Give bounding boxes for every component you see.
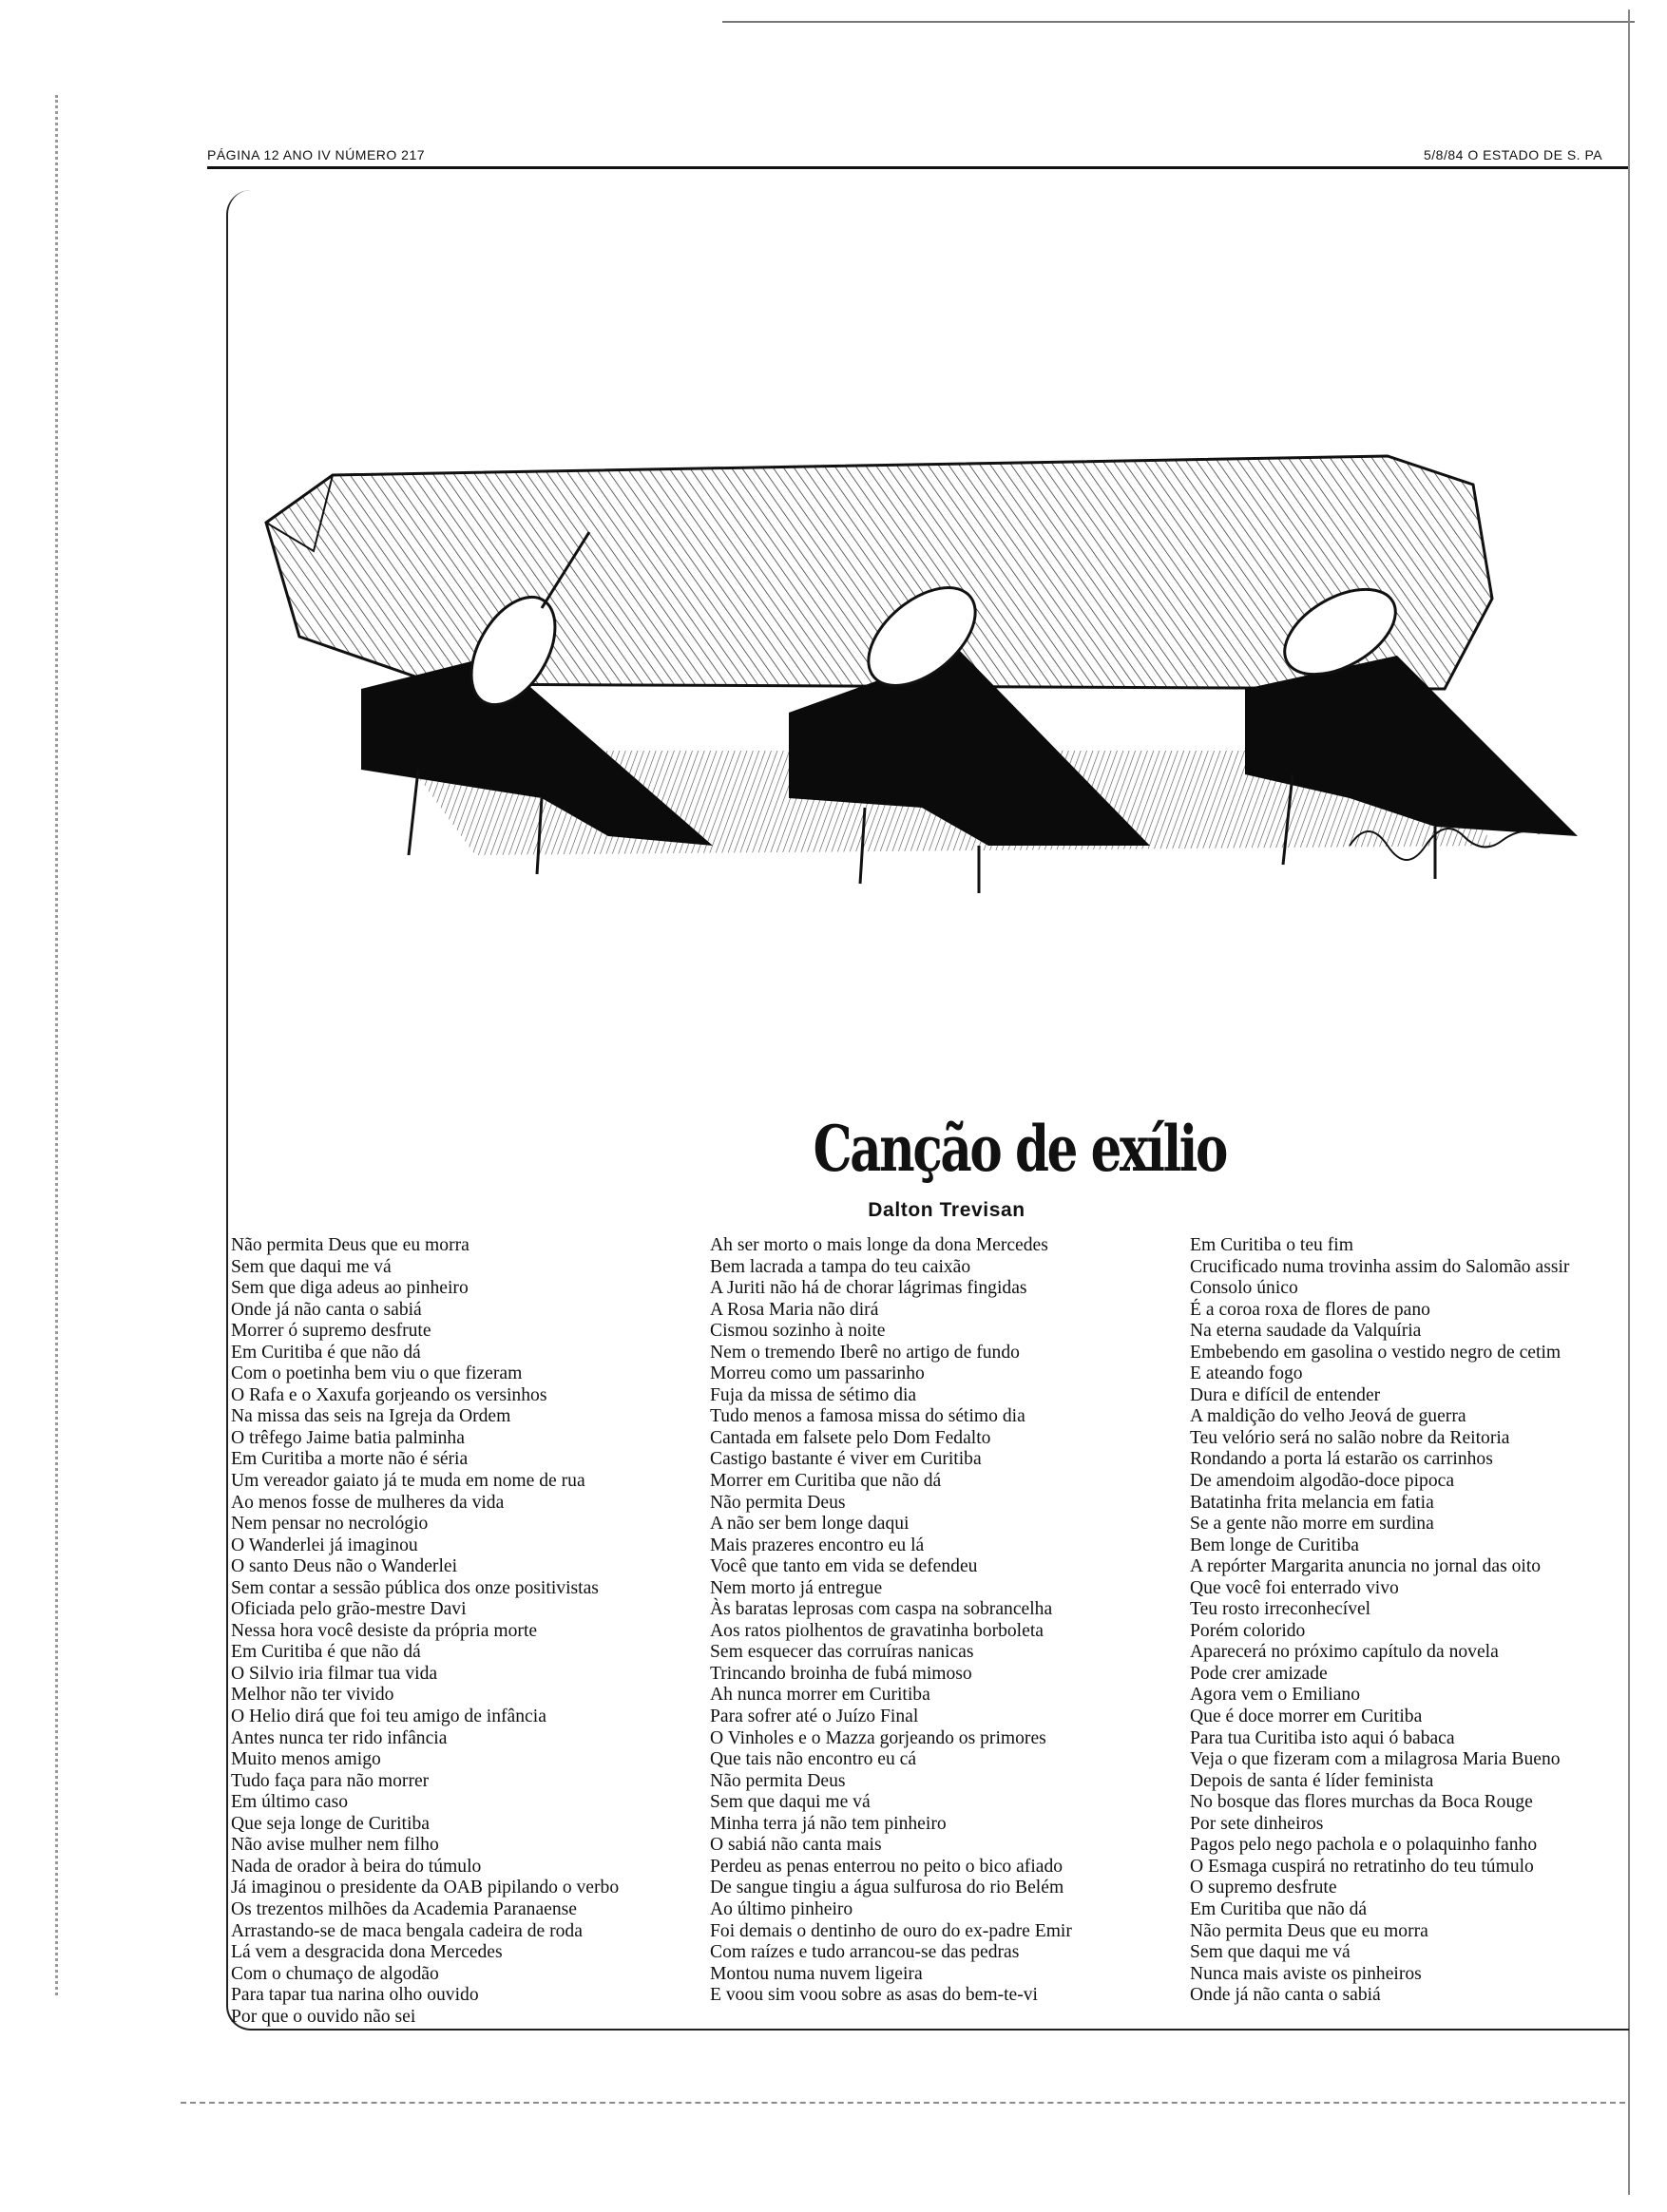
- poem-line: Consolo único: [1190, 1278, 1298, 1299]
- poem-line: Com o poetinha bem viu o que fizeram: [231, 1363, 523, 1384]
- poem-line: Por sete dinheiros: [1190, 1813, 1324, 1834]
- poem-line: Sem que daqui me vá: [231, 1256, 392, 1277]
- poem-line: Ao menos fosse de mulheres da vida: [231, 1492, 505, 1513]
- poem-line: Que tais não encontro eu cá: [710, 1749, 917, 1770]
- poem-line: Castigo bastante é viver em Curitiba: [710, 1449, 982, 1470]
- poem-line: Com o chumaço de algodão: [231, 1963, 439, 1984]
- poem-line: Em Curitiba é que não dá: [231, 1642, 421, 1663]
- poem-line: Nessa hora você desiste da própria morte: [231, 1620, 538, 1641]
- poem-line: Mais prazeres encontro eu lá: [710, 1535, 925, 1555]
- poem-line: Cantada em falsete pelo Dom Fedalto: [710, 1427, 991, 1448]
- poem-line: E ateando fogo: [1190, 1363, 1303, 1384]
- poem-line: O sabiá não canta mais: [710, 1835, 882, 1856]
- poem-line: Que você foi enterrado vivo: [1190, 1577, 1399, 1598]
- poem-line: Arrastando-se de maca bengala cadeira de roda: [231, 1920, 583, 1941]
- scan-edge-bottom: [181, 2102, 1625, 2104]
- poem-line: Crucificado numa trovinha assim do Salomão assir: [1190, 1256, 1570, 1277]
- poem-line: Um vereador gaiato já te muda em nome de rua: [231, 1471, 585, 1492]
- poem-line: Ah ser morto o mais longe da dona Mercedes: [710, 1235, 1048, 1255]
- poem-line: Muito menos amigo: [231, 1749, 381, 1770]
- poem-line: O Silvio iria filmar tua vida: [231, 1663, 438, 1684]
- poem-line: Veja o que fizeram com a milagrosa Maria Bueno: [1190, 1749, 1561, 1770]
- poem-line: Teu velório será no salão nobre da Reitoria: [1190, 1427, 1510, 1448]
- poem-line: Na missa das seis na Igreja da Ordem: [231, 1406, 511, 1427]
- poem-line: Teu rosto irreconhecível: [1190, 1599, 1371, 1620]
- poem-line: Ah nunca morrer em Curitiba: [710, 1685, 930, 1706]
- poem-line: Bem lacrada a tampa do teu caixão: [710, 1256, 971, 1277]
- poem-line: Não permita Deus que eu morra: [1190, 1920, 1428, 1941]
- poem-line: Para sofrer até o Juízo Final: [710, 1707, 919, 1727]
- poem-line: Aparecerá no próximo capítulo da novela: [1190, 1642, 1499, 1663]
- header-rule: [207, 166, 1628, 169]
- poem-line: Nem o tremendo Iberê no artigo de fundo: [710, 1342, 1020, 1363]
- poem-line: Nem morto já entregue: [710, 1577, 883, 1598]
- poem-line: Não avise mulher nem filho: [231, 1835, 439, 1856]
- poem-line: Tudo menos a famosa missa do sétimo dia: [710, 1406, 1025, 1427]
- poem-line: Para tua Curitiba isto aqui ó babaca: [1190, 1727, 1455, 1748]
- poem-line: Agora vem o Emiliano: [1190, 1685, 1361, 1706]
- poem-line: Antes nunca ter rido infância: [231, 1727, 448, 1748]
- poem-line: Montou numa nuvem ligeira: [710, 1963, 923, 1984]
- poem-line: Bem longe de Curitiba: [1190, 1535, 1359, 1555]
- poem-line: Oficiada pelo grão-mestre Davi: [231, 1599, 467, 1620]
- poem-line: Por que o ouvido não sei: [231, 2006, 416, 2027]
- poem-line: Minha terra já não tem pinheiro: [710, 1813, 947, 1834]
- page-header-left: PÁGINA 12 ANO IV NÚMERO 217: [207, 147, 426, 162]
- poem-column-2: [710, 1235, 1185, 2007]
- poem-line: Para tapar tua narina olho ouvido: [231, 1985, 479, 2006]
- poem-line: Pode crer amizade: [1190, 1663, 1328, 1684]
- poem-line: Depois de santa é líder feminista: [1190, 1770, 1434, 1791]
- poem-column-3: [1190, 1235, 1627, 2007]
- poem-line: Os trezentos milhões da Academia Paranaense: [231, 1898, 577, 1919]
- scan-edge-left: [55, 95, 58, 1995]
- poem-line: A repórter Margarita anuncia no jornal das oito: [1190, 1556, 1542, 1577]
- poem-line: O Helio dirá que foi teu amigo de infância: [231, 1707, 546, 1727]
- poem-line: Nunca mais aviste os pinheiros: [1190, 1963, 1422, 1984]
- poem-line: Em Curitiba que não dá: [1190, 1898, 1368, 1919]
- poem-line: Melhor não ter vivido: [231, 1685, 394, 1706]
- poem-line: Na eterna saudade da Valquíria: [1190, 1321, 1422, 1342]
- poem-line: Pagos pelo nego pachola e o polaquinho fanho: [1190, 1835, 1538, 1856]
- poem-line: Morrer ó supremo desfrute: [231, 1321, 431, 1342]
- poem-line: O santo Deus não o Wanderlei: [231, 1556, 458, 1577]
- poem-line: Onde já não canta o sabiá: [1190, 1985, 1381, 2006]
- poem-line: A Rosa Maria não dirá: [710, 1299, 879, 1320]
- poem-line: Em Curitiba é que não dá: [231, 1342, 421, 1363]
- poem-line: Morrer em Curitiba que não dá: [710, 1471, 942, 1492]
- poem-line: Que seja longe de Curitiba: [231, 1813, 430, 1834]
- poem-line: O Vinholes e o Mazza gorjeando os primores: [710, 1727, 1046, 1748]
- poem-line: Nem pensar no necrológio: [231, 1514, 429, 1535]
- poem-line: Trincando broinha de fubá mimoso: [710, 1663, 972, 1684]
- poem-line: Cismou sozinho à noite: [710, 1321, 886, 1342]
- poem-line: É a coroa roxa de flores de pano: [1190, 1299, 1430, 1320]
- poem-line: Morreu como um passarinho: [710, 1363, 925, 1384]
- poem-line: Em último caso: [231, 1792, 348, 1813]
- poem-line: O Wanderlei já imaginou: [231, 1535, 418, 1555]
- poem-line: Tudo faça para não morrer: [231, 1770, 430, 1791]
- coffin-illustration: [257, 447, 1606, 903]
- poem-line: Que é doce morrer em Curitiba: [1190, 1707, 1423, 1727]
- poem-line: Ao último pinheiro: [710, 1898, 853, 1919]
- poem-line: O Esmaga cuspirá no retratinho do teu túmulo: [1190, 1856, 1534, 1877]
- poem-line: Batatinha frita melancia em fatia: [1190, 1492, 1434, 1513]
- poem-line: O supremo desfrute: [1190, 1878, 1337, 1898]
- poem-line: De amendoim algodão-doce pipoca: [1190, 1471, 1455, 1492]
- poem-line: Com raízes e tudo arrancou-se das pedras: [710, 1942, 1020, 1963]
- poem-line: Rondando a porta lá estarão os carrinhos: [1190, 1449, 1493, 1470]
- poem-line: Sem que daqui me vá: [710, 1792, 871, 1813]
- poem-line: Sem contar a sessão pública dos onze positivistas: [231, 1577, 599, 1598]
- poem-line: Se a gente não morre em surdina: [1190, 1514, 1434, 1535]
- poem-line: Não permita Deus que eu morra: [231, 1235, 469, 1255]
- poem-line: Porém colorido: [1190, 1620, 1306, 1641]
- poem-line: O trêfego Jaime batia palminha: [231, 1427, 465, 1448]
- poem-line: De sangue tingiu a água sulfurosa do rio Belém: [710, 1878, 1064, 1898]
- poem-line: No bosque das flores murchas da Boca Rouge: [1190, 1792, 1533, 1813]
- poem-line: Onde já não canta o sabiá: [231, 1299, 422, 1320]
- poem-line: Aos ratos piolhentos de gravatinha borboleta: [710, 1620, 1044, 1641]
- poem-line: Embebendo em gasolina o vestido negro de cetim: [1190, 1342, 1562, 1363]
- poem-line: Em Curitiba o teu fim: [1190, 1235, 1353, 1255]
- article-title: Canção de exílio: [813, 1112, 1227, 1186]
- poem-line: Foi demais o dentinho de ouro do ex-padre Emir: [710, 1920, 1072, 1941]
- article-author: Dalton Trevisan: [868, 1199, 1025, 1221]
- poem-line: Sem esquecer das corruíras nanicas: [710, 1642, 974, 1663]
- poem-line: Não permita Deus: [710, 1770, 846, 1791]
- poem-line: O Rafa e o Xaxufa gorjeando os versinhos: [231, 1384, 547, 1405]
- poem-line: Perdeu as penas enterrou no peito o bico afiado: [710, 1856, 1063, 1877]
- poem-line: E voou sim voou sobre as asas do bem-te-vi: [710, 1985, 1039, 2006]
- page-header-right: 5/8/84 O ESTADO DE S. PA: [1424, 147, 1603, 162]
- poem-line: Sem que diga adeus ao pinheiro: [231, 1278, 469, 1299]
- poem-line: Às baratas leprosas com caspa na sobrancelha: [710, 1599, 1053, 1620]
- poem-line: A maldição do velho Jeová de guerra: [1190, 1406, 1466, 1427]
- poem-line: Lá vem a desgracida dona Mercedes: [231, 1942, 503, 1963]
- poem-column-1: [231, 1235, 706, 2028]
- scan-edge-top: [722, 21, 1635, 23]
- poem-line: Sem que daqui me vá: [1190, 1942, 1351, 1963]
- poem-line: Já imaginou o presidente da OAB pipilando o verbo: [231, 1878, 620, 1898]
- poem-line: Fuja da missa de sétimo dia: [710, 1384, 917, 1405]
- poem-line: A não ser bem longe daqui: [710, 1514, 910, 1535]
- poem-line: Dura e difícil de entender: [1190, 1384, 1381, 1405]
- poem-line: Você que tanto em vida se defendeu: [710, 1556, 978, 1577]
- poem-line: Em Curitiba a morte não é séria: [231, 1449, 469, 1470]
- poem-line: A Juriti não há de chorar lágrimas fingidas: [710, 1278, 1027, 1299]
- poem-line: Nada de orador à beira do túmulo: [231, 1856, 482, 1877]
- poem-line: Não permita Deus: [710, 1492, 846, 1513]
